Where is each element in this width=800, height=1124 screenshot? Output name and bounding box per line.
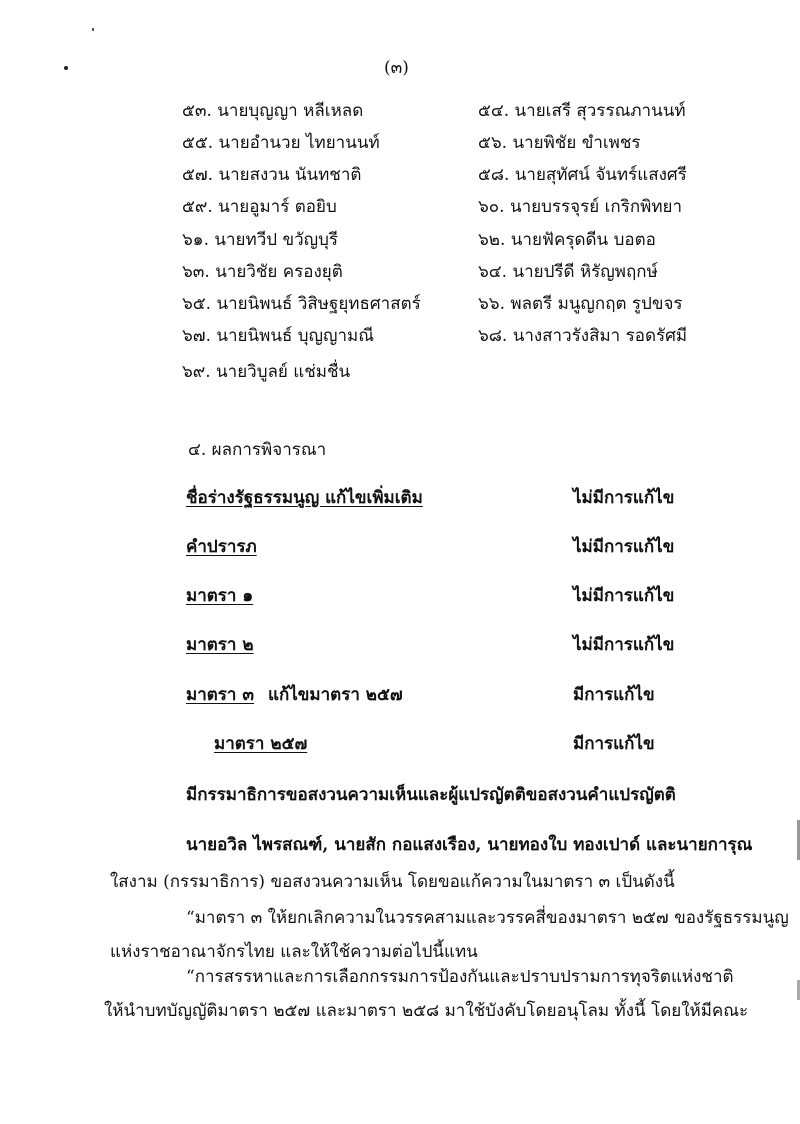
member-item: ๖๔. นายปรีดี หิรัญพฤกษ์ bbox=[478, 262, 658, 282]
result-label: มาตรา ๓ bbox=[186, 685, 255, 705]
scan-speck bbox=[64, 66, 68, 70]
result-extra: แก้ไขมาตรา ๒๕๗ bbox=[268, 685, 403, 705]
result-label: มาตรา ๒๕๗ bbox=[214, 734, 308, 754]
result-label: คำปรารภ bbox=[186, 537, 257, 557]
member-item: ๕๔. นายเสรี สุวรรณภานนท์ bbox=[478, 101, 686, 121]
result-status: ไม่มีการแก้ไข bbox=[573, 586, 675, 606]
result-status: ไม่มีการแก้ไข bbox=[573, 488, 675, 508]
member-item: ๕๙. นายอูมาร์ ตอยิบ bbox=[182, 197, 337, 217]
paragraph-line: ให้นำบทบัญญัติมาตรา ๒๕๗ และมาตรา ๒๕๘ มาใช้บังคับโดยอนุโลม ทั้งนี้ โดยให้มีคณะ bbox=[104, 1001, 749, 1021]
section-heading: ๔. ผลการพิจารณา bbox=[188, 440, 327, 460]
member-item: ๕๕. นายอำนวย ไทยานนท์ bbox=[182, 133, 380, 153]
paragraph-line: “การสรรหาและการเลือกกรรมการป้องกันและปราบปรามการทุจริตแห่งชาติ bbox=[186, 967, 734, 987]
member-item: ๖๑. นายทวีป ขวัญบุรี bbox=[182, 230, 339, 250]
member-item: ๕๖. นายพิชัย ขำเพชร bbox=[478, 133, 641, 153]
result-status: ไม่มีการแก้ไข bbox=[573, 537, 675, 557]
member-item: ๖๒. นายฟัครุดดีน บอตอ bbox=[478, 230, 656, 250]
result-label: มาตรา ๑ bbox=[186, 586, 254, 606]
paragraph-line: แห่งราชอาณาจักรไทย และให้ใช้ความต่อไปนี้แทน bbox=[110, 942, 478, 962]
paragraph-line: ใสงาม (กรรมาธิการ) ขอสงวนความเห็น โดยขอแก้ความในมาตรา ๓ เป็นดังนี้ bbox=[110, 872, 675, 892]
result-label: ชื่อร่างรัฐธรรมนูญ แก้ไขเพิ่มเติม bbox=[186, 488, 423, 508]
reservation-heading: มีกรรมาธิการขอสงวนความเห็นและผู้แปรญัตติขอสงวนคำแปรญัตติ bbox=[186, 785, 676, 805]
member-item: ๕๘. นายสุทัศน์ จันทร์แสงศรี bbox=[478, 165, 687, 185]
result-label: มาตรา ๒ bbox=[186, 635, 254, 655]
member-item: ๖๐. นายบรรจุรย์ เกริกพิทยา bbox=[478, 197, 683, 217]
result-status: มีการแก้ไข bbox=[573, 734, 655, 754]
paragraph-line: “มาตรา ๓ ให้ยกเลิกความในวรรคสามและวรรคสี่ของมาตรา ๒๕๗ ของรัฐธรรมนูญ bbox=[186, 908, 789, 928]
member-item: ๖๕. นายนิพนธ์ วิสิษฐยุทธศาสตร์ bbox=[182, 294, 421, 314]
page-number: (๓) bbox=[384, 58, 409, 78]
scan-speck bbox=[92, 28, 94, 31]
member-item: ๖๗. นายนิพนธ์ บุญญามณี bbox=[182, 326, 375, 346]
paragraph-line: นายอวิล ไพรสณฑ์, นายสัก กอแสงเรือง, นายทองใบ ทองเปาด์ และนายการุณ bbox=[186, 835, 753, 855]
result-status: มีการแก้ไข bbox=[573, 685, 655, 705]
member-item: ๖๖. พลตรี มนูญกฤต รูปขจร bbox=[478, 294, 683, 314]
member-item: ๖๙. นายวิบูลย์ แช่มชื่น bbox=[182, 362, 351, 382]
member-item: ๕๓. นายบุญญา หลีเหลด bbox=[182, 101, 364, 121]
member-item: ๕๗. นายสงวน นันทชาติ bbox=[182, 165, 362, 185]
result-status: ไม่มีการแก้ไข bbox=[573, 635, 675, 655]
member-item: ๖๓. นายวิชัย ครองยุติ bbox=[182, 262, 343, 282]
member-item: ๖๘. นางสาวรังสิมา รอดรัศมี bbox=[478, 326, 688, 346]
